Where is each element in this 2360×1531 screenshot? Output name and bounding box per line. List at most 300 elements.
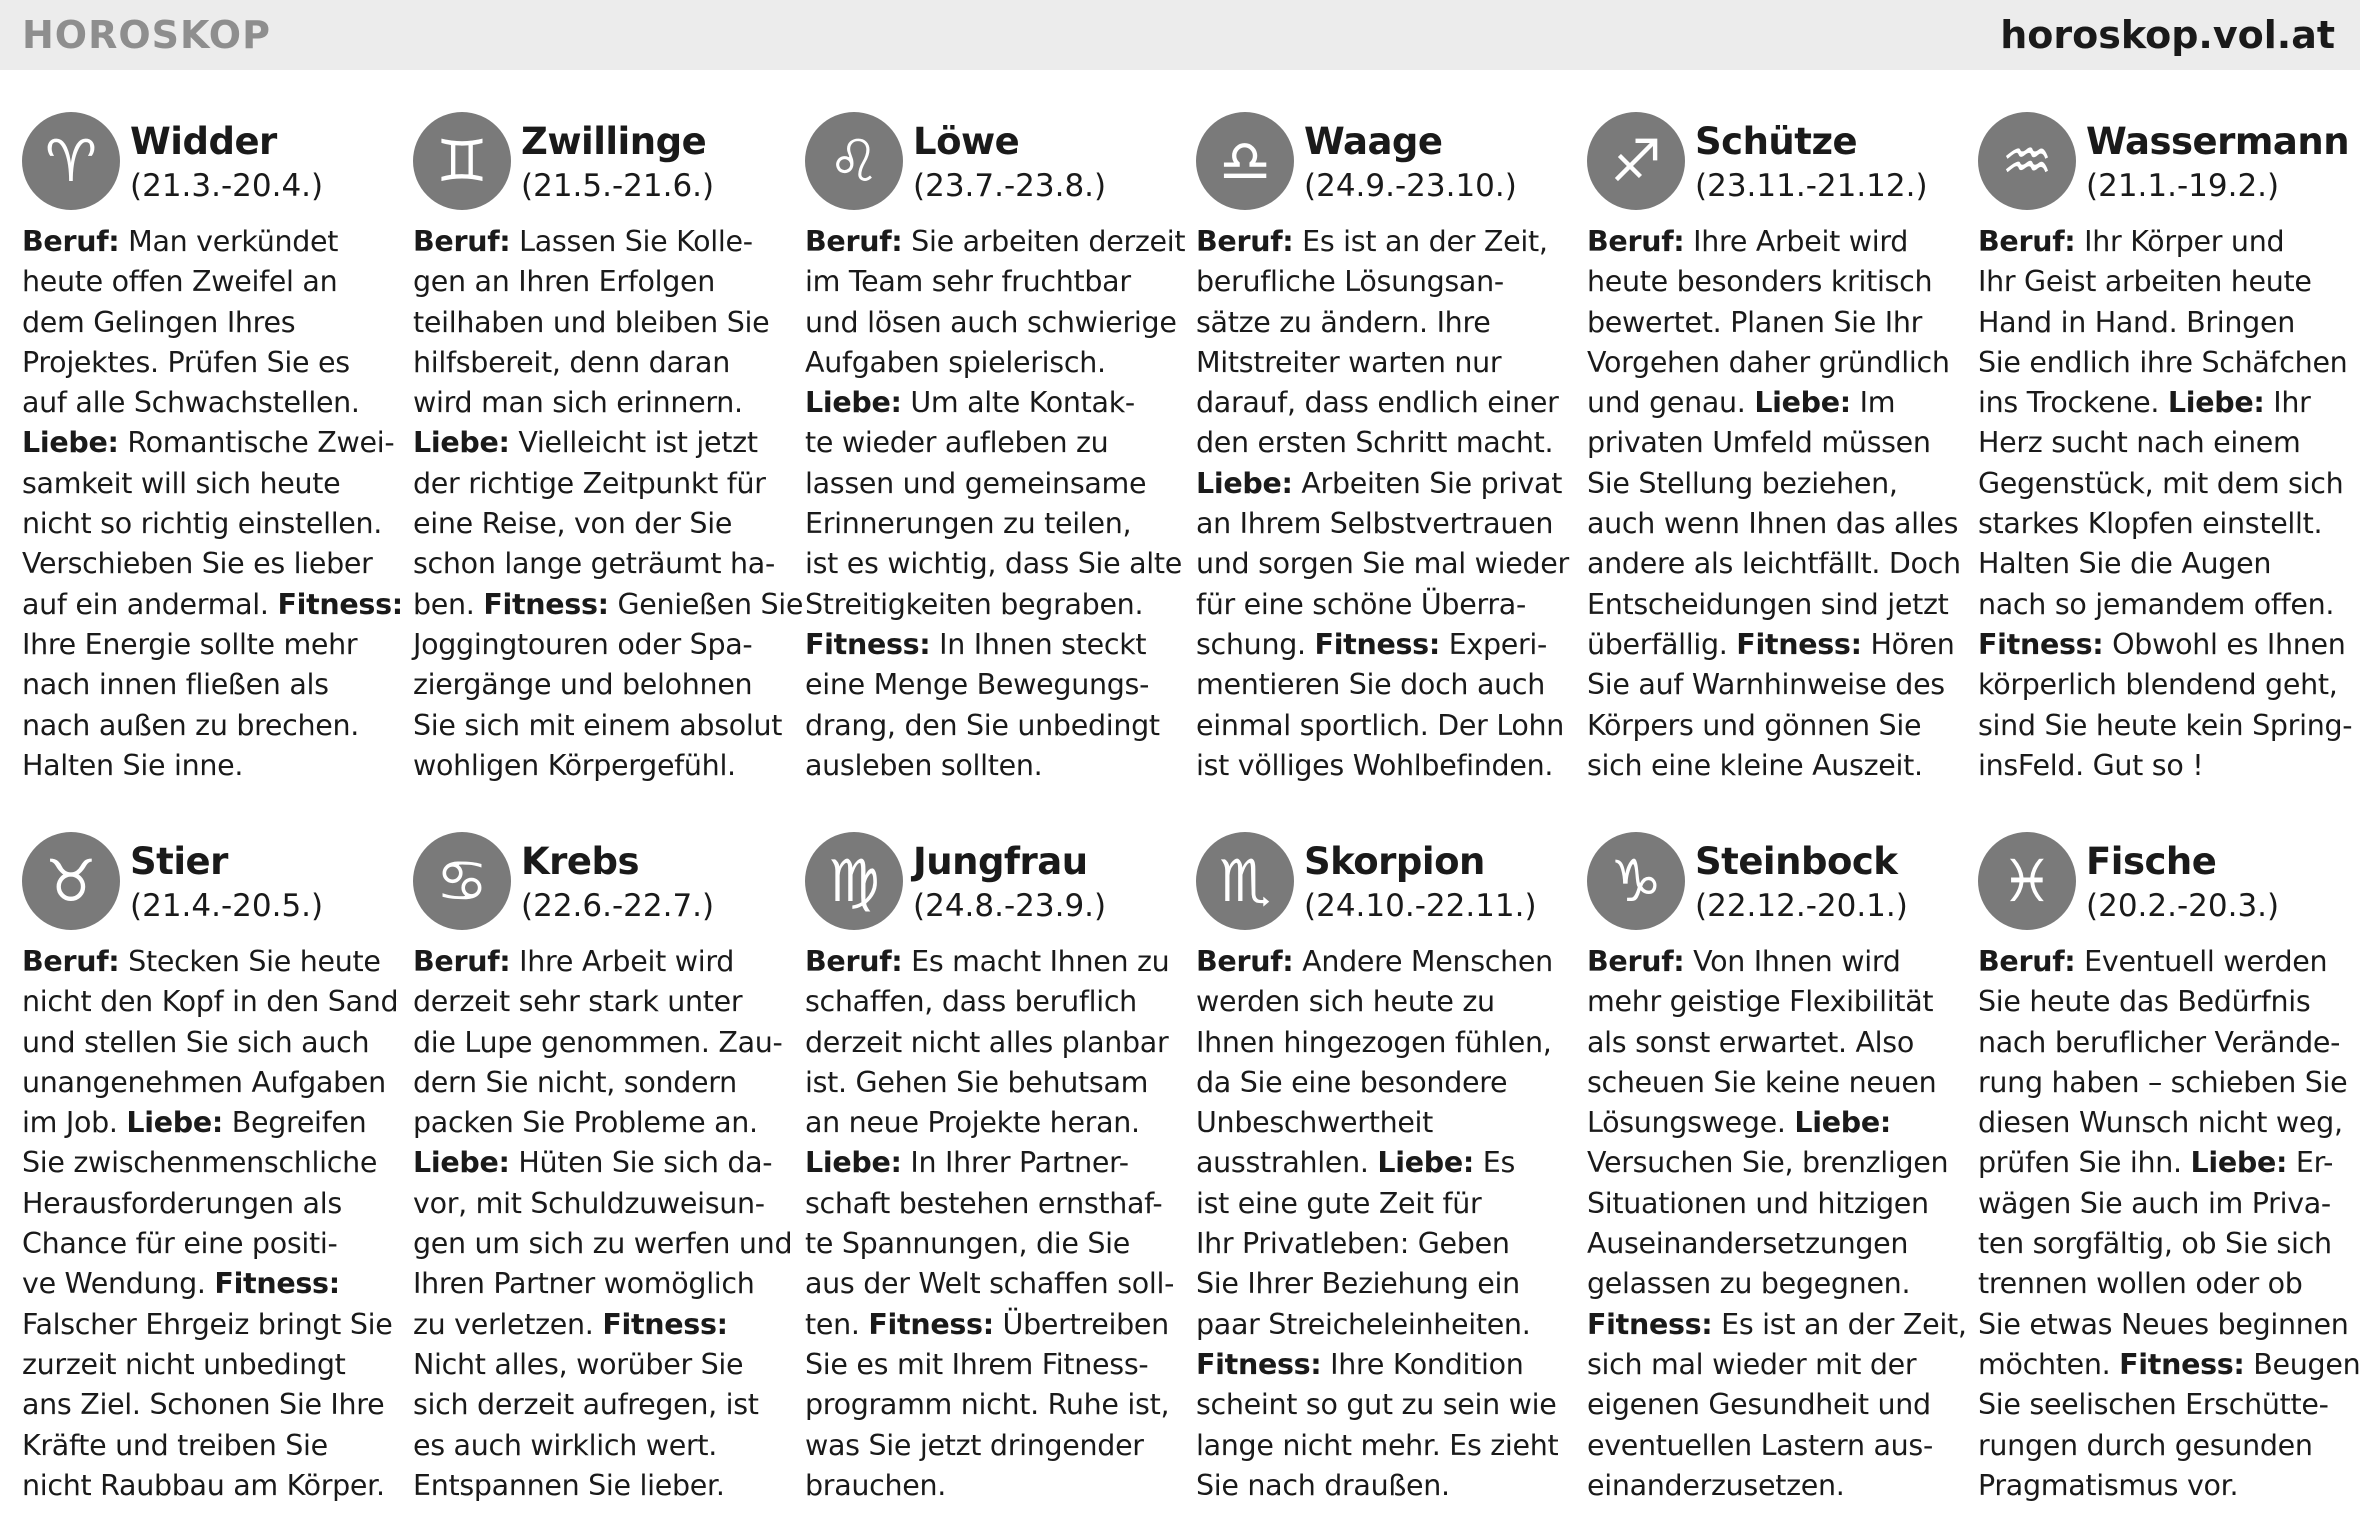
body-text: Sie arbeiten derzeit: [902, 225, 1186, 258]
body-text: Ihre Energie sollte mehr: [22, 627, 358, 661]
body-text: Sie heute das Bedürfnis: [1978, 985, 2311, 1019]
body-text: scheint so gut zu sein wie: [1196, 1388, 1557, 1422]
text-line: [1587, 1466, 1967, 1506]
text-line: [413, 343, 793, 383]
category-label: Beruf:: [1978, 225, 2076, 258]
text-line: [1978, 746, 2358, 786]
sign-name: Jungfrau: [913, 840, 1088, 883]
text-line: [22, 423, 402, 463]
body-text: den ersten Schritt macht.: [1196, 426, 1554, 460]
text-line: [1587, 1345, 1967, 1385]
text-line: [805, 1466, 1185, 1506]
body-text: insFeld. Gut so !: [1978, 748, 2204, 782]
text-line: [1978, 625, 2358, 665]
sign-text: [1196, 942, 1576, 1506]
text-line: [1196, 544, 1576, 584]
text-line: [1978, 1345, 2358, 1385]
text-line: [1196, 1264, 1576, 1304]
body-text: rungen durch gesunden: [1978, 1428, 2313, 1462]
body-text: Situationen und hitzigen: [1587, 1186, 1929, 1220]
category-label: Liebe:: [126, 1106, 223, 1140]
capricorn-icon: ♑: [1587, 832, 1685, 930]
body-text: Pragmatismus vor.: [1978, 1468, 2239, 1502]
category-label: Beruf:: [22, 945, 120, 978]
category-label: Fitness:: [805, 627, 931, 661]
body-text: Ihre Arbeit wird: [1684, 225, 1909, 258]
text-line: [1978, 1023, 2358, 1063]
body-text: eine Reise, von der Sie: [413, 507, 733, 541]
text-line: [413, 1224, 793, 1264]
sign-dates: (21.3.-20.4.): [130, 168, 324, 204]
body-text: eigenen Gesundheit und: [1587, 1388, 1931, 1422]
text-line: [1978, 1426, 2358, 1466]
text-line: [1587, 942, 1967, 982]
body-text: Herausforderungen als: [22, 1186, 342, 1220]
body-text: hilfsbereit, denn daran: [413, 345, 730, 379]
text-line: [1978, 544, 2358, 584]
category-label: Liebe:: [1794, 1106, 1892, 1140]
text-line: [1978, 303, 2358, 343]
body-text: Sie nach draußen.: [1196, 1468, 1450, 1502]
text-line: [1196, 982, 1576, 1022]
text-line: [1196, 665, 1576, 705]
body-text: Es: [1473, 1146, 1515, 1180]
text-line: [1587, 383, 1967, 423]
crab-icon: ♋: [413, 832, 511, 930]
sign-text: [22, 222, 402, 786]
body-text: samkeit will sich heute: [22, 466, 341, 500]
text-line: [805, 746, 1185, 786]
text-line: [1587, 262, 1967, 302]
category-label: Beruf:: [805, 225, 903, 258]
text-line: [413, 665, 793, 705]
body-text: überfällig.: [1587, 627, 1737, 661]
category-label: Liebe:: [2167, 386, 2265, 420]
sign-text: [22, 942, 402, 1506]
text-line: [1196, 1224, 1576, 1264]
category-label: Beruf:: [805, 945, 903, 978]
text-line: [1587, 464, 1967, 504]
text-line: [1587, 1305, 1967, 1345]
text-line: [1196, 942, 1576, 982]
text-line: [22, 1345, 402, 1385]
category-label: Fitness:: [868, 1307, 994, 1341]
body-text: Übertreiben: [993, 1307, 1169, 1341]
sign-dates: (23.11.-21.12.): [1695, 168, 1928, 204]
body-text: ten sorgfältig, ob Sie sich: [1978, 1227, 2332, 1261]
body-text: nach außen zu brechen.: [22, 708, 360, 742]
body-text: eine Menge Bewegungs-: [805, 668, 1150, 702]
body-text: einanderzusetzen.: [1587, 1468, 1845, 1502]
body-text: privaten Umfeld müssen: [1587, 426, 1931, 460]
text-line: [413, 1103, 793, 1143]
body-text: da Sie eine besondere: [1196, 1065, 1508, 1099]
body-text: schon lange geträumt ha-: [413, 547, 775, 581]
category-label: Fitness:: [1196, 1347, 1322, 1381]
text-line: [22, 222, 402, 262]
text-line: [1587, 1385, 1967, 1425]
body-text: ist eine gute Zeit für: [1196, 1186, 1482, 1220]
category-label: Fitness:: [1314, 627, 1440, 661]
body-text: berufliche Lösungsan-: [1196, 265, 1504, 299]
body-text: ist. Gehen Sie behutsam: [805, 1065, 1149, 1099]
sign-name: Löwe: [913, 120, 1020, 163]
body-text: körperlich blendend geht,: [1978, 668, 2338, 702]
text-line: [1587, 1264, 1967, 1304]
text-line: [1978, 343, 2358, 383]
text-line: [1196, 303, 1576, 343]
text-line: [1196, 706, 1576, 746]
body-text: mehr geistige Flexibilität: [1587, 985, 1934, 1019]
body-text: te Spannungen, die Sie: [805, 1227, 1131, 1261]
body-text: Ihnen hingezogen fühlen,: [1196, 1025, 1552, 1059]
text-line: [1587, 423, 1967, 463]
body-text: ve Wendung.: [22, 1267, 215, 1301]
body-text: drang, den Sie unbedingt: [805, 708, 1160, 742]
body-text: und sorgen Sie mal wieder: [1196, 547, 1569, 581]
category-label: Fitness:: [2119, 1347, 2245, 1381]
body-text: Ihren Partner womöglich: [413, 1267, 755, 1301]
body-text: Man verkündet: [119, 225, 339, 258]
body-text: scheuen Sie keine neuen: [1587, 1065, 1937, 1099]
text-line: [413, 383, 793, 423]
body-text: Um alte Kontak-: [901, 386, 1135, 420]
sign-dates: (21.4.-20.5.): [130, 888, 324, 924]
text-line: [1978, 982, 2358, 1022]
sign-dates: (24.9.-23.10.): [1304, 168, 1517, 204]
body-text: packen Sie Probleme an.: [413, 1106, 758, 1140]
sign-name: Krebs: [521, 840, 640, 883]
text-line: [413, 1466, 793, 1506]
text-line: [413, 1143, 793, 1183]
category-label: Liebe:: [805, 386, 902, 420]
body-text: ausstrahlen.: [1196, 1146, 1378, 1180]
body-text: ausleben sollten.: [805, 748, 1043, 782]
text-line: [22, 1143, 402, 1183]
body-text: Erinnerungen zu teilen,: [805, 507, 1132, 541]
body-text: sätze zu ändern. Ihre: [1196, 305, 1491, 339]
sign-text: [1587, 222, 1967, 786]
category-label: Fitness:: [483, 587, 609, 621]
text-line: [413, 1063, 793, 1103]
text-line: [22, 1264, 402, 1304]
body-text: für eine schöne Überra-: [1196, 587, 1526, 621]
body-text: Romantische Zwei-: [118, 426, 395, 460]
text-line: [1587, 625, 1967, 665]
body-text: Von Ihnen wird: [1684, 945, 1901, 978]
category-label: Liebe:: [22, 426, 119, 460]
sign-name: Steinbock: [1695, 840, 1898, 883]
text-line: [22, 1466, 402, 1506]
text-line: [1196, 343, 1576, 383]
body-text: Ihr: [2264, 386, 2311, 420]
text-line: [413, 222, 793, 262]
category-label: Beruf:: [413, 945, 511, 978]
body-text: Genießen Sie: [608, 587, 804, 621]
text-line: [22, 1385, 402, 1425]
sign-name: Fische: [2086, 840, 2217, 883]
text-line: [413, 423, 793, 463]
text-line: [22, 1103, 402, 1143]
bull-icon: ♉: [22, 832, 120, 930]
body-text: te wieder aufleben zu: [805, 426, 1109, 460]
text-line: [805, 942, 1185, 982]
text-line: [805, 262, 1185, 302]
text-line: [1978, 1224, 2358, 1264]
sign-text: [1978, 222, 2358, 786]
sign-name: Wassermann: [2086, 120, 2350, 163]
sign-text: [1587, 942, 1967, 1506]
body-text: Andere Menschen: [1293, 945, 1553, 978]
category-label: Liebe:: [2190, 1146, 2288, 1180]
text-line: [22, 303, 402, 343]
text-line: [805, 1264, 1185, 1304]
body-text: an Ihrem Selbstvertrauen: [1196, 507, 1554, 541]
text-line: [805, 383, 1185, 423]
body-text: die Lupe genommen. Zau-: [413, 1025, 783, 1059]
text-line: [1196, 1063, 1576, 1103]
text-line: [805, 544, 1185, 584]
text-line: [805, 1023, 1185, 1063]
body-text: Hören: [1861, 627, 1955, 661]
text-line: [22, 1224, 402, 1264]
body-text: In Ihrer Partner-: [901, 1146, 1129, 1180]
text-line: [22, 982, 402, 1022]
body-text: und lösen auch schwierige: [805, 305, 1177, 339]
sign-dates: (24.10.-22.11.): [1304, 888, 1537, 924]
body-text: Es macht Ihnen zu: [902, 945, 1170, 978]
text-line: [1587, 1184, 1967, 1224]
sign-text: [805, 222, 1185, 786]
text-line: [1196, 1466, 1576, 1506]
text-line: [805, 1143, 1185, 1183]
body-text: nach so jemandem offen.: [1978, 587, 2335, 621]
category-label: Liebe:: [413, 426, 510, 460]
body-text: Sie es mit Ihrem Fitness-: [805, 1347, 1149, 1381]
sign-text: [805, 942, 1185, 1506]
body-text: ten.: [805, 1307, 869, 1341]
body-text: im Job.: [22, 1106, 127, 1140]
body-text: Chance für eine positi-: [22, 1227, 338, 1261]
text-line: [805, 1063, 1185, 1103]
body-text: Streitigkeiten begraben.: [805, 587, 1144, 621]
body-text: dern Sie nicht, sondern: [413, 1065, 737, 1099]
body-text: Halten Sie die Augen: [1978, 547, 2272, 581]
text-line: [22, 625, 402, 665]
text-line: [1587, 303, 1967, 343]
text-line: [413, 1264, 793, 1304]
text-line: [1978, 222, 2358, 262]
body-text: Sie Ihrer Beziehung ein: [1196, 1267, 1520, 1301]
sign-dates: (23.7.-23.8.): [913, 168, 1107, 204]
body-text: Halten Sie inne.: [22, 748, 244, 782]
text-line: [22, 383, 402, 423]
text-line: [805, 1184, 1185, 1224]
body-text: paar Streicheleinheiten.: [1196, 1307, 1531, 1341]
body-text: wägen Sie auch im Priva-: [1978, 1186, 2331, 1220]
body-text: ans Ziel. Schonen Sie Ihre: [22, 1388, 385, 1422]
body-text: Joggingtouren oder Spa-: [413, 627, 753, 661]
category-label: Liebe:: [413, 1146, 510, 1180]
body-text: Hand in Hand. Bringen: [1978, 305, 2295, 339]
text-line: [1587, 1063, 1967, 1103]
water-bearer-icon: ♒: [1978, 112, 2076, 210]
body-text: Aufgaben spielerisch.: [805, 345, 1106, 379]
text-line: [22, 942, 402, 982]
body-text: heute besonders kritisch: [1587, 265, 1933, 299]
body-text: Mitstreiter warten nur: [1196, 345, 1502, 379]
text-line: [1196, 1023, 1576, 1063]
body-text: gen an Ihren Erfolgen: [413, 265, 716, 299]
body-text: Begreifen: [223, 1106, 367, 1140]
sign-dates: (21.1.-19.2.): [2086, 168, 2280, 204]
body-text: Sie sich mit einem absolut: [413, 708, 783, 742]
body-text: brauchen.: [805, 1468, 947, 1502]
text-line: [805, 222, 1185, 262]
body-text: Ihre Kondition: [1321, 1347, 1524, 1381]
body-text: nach beruflicher Verände-: [1978, 1025, 2341, 1059]
text-line: [1978, 942, 2358, 982]
body-text: Versuchen Sie, brenzligen: [1587, 1146, 1949, 1180]
body-text: Er-: [2287, 1146, 2334, 1180]
text-line: [1587, 982, 1967, 1022]
text-line: [1587, 706, 1967, 746]
category-label: Beruf:: [1978, 945, 2076, 978]
category-label: Beruf:: [1196, 945, 1294, 978]
text-line: [1196, 746, 1576, 786]
category-label: Liebe:: [805, 1146, 902, 1180]
body-text: Herz sucht nach einem: [1978, 426, 2301, 460]
text-line: [1978, 262, 2358, 302]
body-text: Im: [1850, 386, 1896, 420]
body-text: ziergänge und belohnen: [413, 668, 753, 702]
category-label: Fitness:: [1736, 627, 1862, 661]
body-text: Vorgehen daher gründlich: [1587, 345, 1950, 379]
category-label: Beruf:: [413, 225, 511, 258]
body-text: Ihr Körper und: [2075, 225, 2285, 258]
body-text: der richtige Zeitpunkt für: [413, 466, 766, 500]
sign-name: Widder: [130, 120, 277, 163]
text-line: [413, 625, 793, 665]
text-line: [1196, 625, 1576, 665]
body-text: Obwohl es Ihnen: [2103, 627, 2346, 661]
text-line: [805, 665, 1185, 705]
body-text: es auch wirklich wert.: [413, 1428, 718, 1462]
body-text: wohligen Körpergefühl.: [413, 748, 736, 782]
text-line: [805, 1103, 1185, 1143]
text-line: [1196, 1345, 1576, 1385]
body-text: ist völliges Wohlbefinden.: [1196, 748, 1554, 782]
body-text: nicht den Kopf in den Sand: [22, 985, 399, 1019]
body-text: Projektes. Prüfen Sie es: [22, 345, 350, 379]
text-line: [805, 504, 1185, 544]
text-line: [22, 1023, 402, 1063]
text-line: [413, 1023, 793, 1063]
sign-dates: (20.2.-20.3.): [2086, 888, 2280, 924]
text-line: [22, 706, 402, 746]
text-line: [413, 464, 793, 504]
sign-name: Schütze: [1695, 120, 1858, 163]
text-line: [413, 262, 793, 302]
body-text: aus der Welt schaffen soll-: [805, 1267, 1175, 1301]
body-text: Arbeiten Sie privat: [1292, 466, 1563, 500]
site-url: horoskop.vol.at: [2000, 13, 2335, 57]
text-line: [1196, 1184, 1576, 1224]
sign-dates: (21.5.-21.6.): [521, 168, 715, 204]
body-text: Vielleicht ist jetzt: [509, 426, 758, 460]
body-text: Sie endlich ihre Schäfchen: [1978, 345, 2348, 379]
text-line: [22, 343, 402, 383]
text-line: [1587, 504, 1967, 544]
body-text: was Sie jetzt dringender: [805, 1428, 1144, 1462]
body-text: Lösungswege.: [1587, 1106, 1795, 1140]
body-text: Hüten Sie sich da-: [509, 1146, 773, 1180]
text-line: [1978, 423, 2358, 463]
body-text: Entscheidungen sind jetzt: [1587, 587, 1949, 621]
text-line: [1978, 585, 2358, 625]
body-text: Es ist an der Zeit,: [1712, 1307, 1967, 1341]
text-line: [1196, 1103, 1576, 1143]
body-text: sich mal wieder mit der: [1587, 1347, 1917, 1381]
text-line: [413, 1345, 793, 1385]
text-line: [413, 746, 793, 786]
body-text: unangenehmen Aufgaben: [22, 1065, 386, 1099]
body-text: rung haben – schieben Sie: [1978, 1065, 2348, 1099]
text-line: [1196, 262, 1576, 302]
category-label: Fitness:: [1587, 1307, 1713, 1341]
sign-text: [413, 222, 804, 786]
category-label: Liebe:: [1754, 386, 1851, 420]
body-text: gen um sich zu werfen und: [413, 1227, 793, 1261]
text-line: [1587, 1103, 1967, 1143]
body-text: derzeit nicht alles planbar: [805, 1025, 1169, 1059]
archer-icon: ♐: [1587, 112, 1685, 210]
body-text: Experi-: [1439, 627, 1548, 661]
text-line: [413, 544, 793, 584]
scales-icon: ♎: [1196, 112, 1294, 210]
sign-dates: (24.8.-23.9.): [913, 888, 1107, 924]
category-label: Fitness:: [214, 1267, 340, 1301]
text-line: [1587, 544, 1967, 584]
body-text: In Ihnen steckt: [930, 627, 1147, 661]
body-text: auch wenn Ihnen das alles: [1587, 507, 1959, 541]
text-line: [1978, 1143, 2358, 1183]
text-line: [1587, 1023, 1967, 1063]
body-text: ins Trockene.: [1978, 386, 2168, 420]
text-line: [1978, 1063, 2358, 1103]
body-text: Nicht alles, worüber Sie: [413, 1347, 744, 1381]
text-line: [805, 423, 1185, 463]
category-label: Fitness:: [277, 587, 403, 621]
text-line: [413, 303, 793, 343]
text-line: [413, 942, 793, 982]
sign-text: [1196, 222, 1576, 786]
sign-name: Stier: [130, 840, 228, 883]
text-line: [1587, 1426, 1967, 1466]
body-text: sich eine kleine Auszeit.: [1587, 748, 1923, 782]
category-label: Beruf:: [1196, 225, 1294, 258]
text-line: [413, 1385, 793, 1425]
body-text: darauf, dass endlich einer: [1196, 386, 1559, 420]
header-bar: [0, 0, 2360, 70]
body-text: Unbeschwertheit: [1196, 1106, 1434, 1140]
sign-name: Skorpion: [1304, 840, 1485, 883]
text-line: [1196, 423, 1576, 463]
body-text: sich derzeit aufregen, ist: [413, 1388, 759, 1422]
category-label: Beruf:: [1587, 225, 1685, 258]
body-text: Beugen: [2244, 1347, 2360, 1381]
text-line: [1196, 1143, 1576, 1183]
